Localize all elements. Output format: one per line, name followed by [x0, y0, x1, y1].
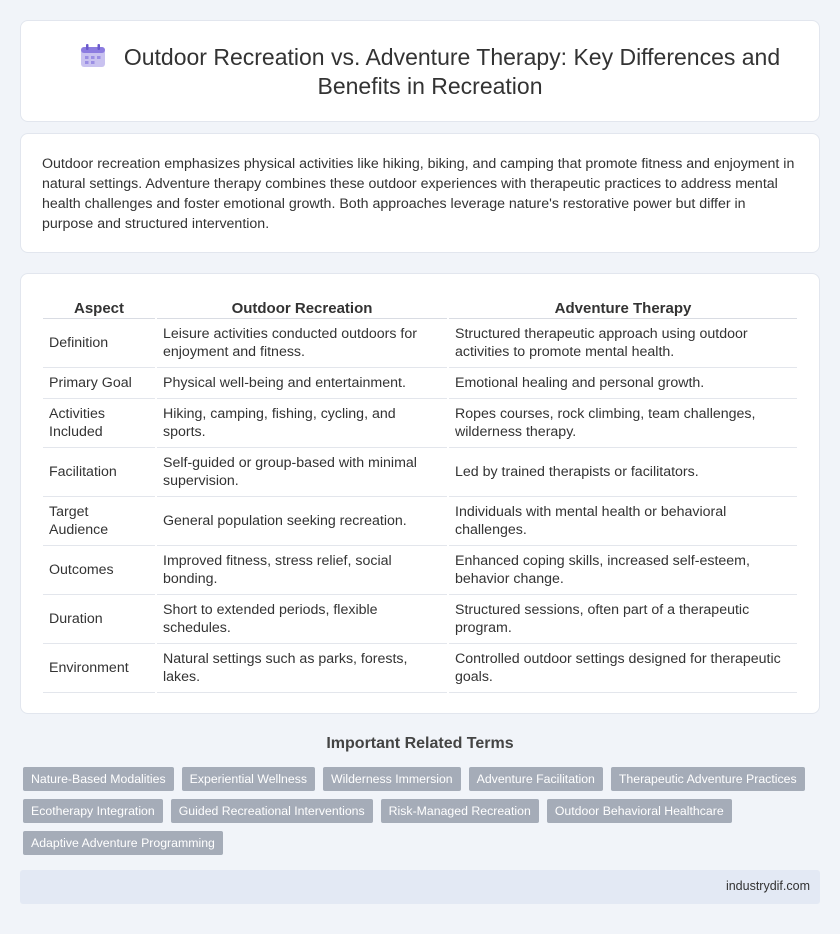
- page-title-text: Outdoor Recreation vs. Adventure Therapy: Key Differences and Benefits in Recreation: [123, 44, 781, 99]
- cell-outdoor-recreation: Physical well-being and entertainment.: [157, 368, 447, 399]
- header-adventure-therapy: Adventure Therapy: [449, 294, 797, 319]
- cell-outdoor-recreation: Natural settings such as parks, forests, lakes.: [157, 644, 447, 693]
- table-row: [43, 368, 797, 399]
- table-row: [43, 644, 797, 693]
- cell-adventure-therapy: Individuals with mental health or behavioral challenges.: [449, 497, 797, 546]
- cell-aspect: Definition: [43, 319, 155, 368]
- comparison-table: [41, 294, 799, 693]
- table-row: [43, 448, 797, 497]
- header-card: [20, 20, 820, 122]
- cell-adventure-therapy: Structured therapeutic approach using outdoor activities to promote mental health.: [449, 319, 797, 368]
- header-outdoor-recreation: Outdoor Recreation: [157, 294, 447, 319]
- intro-paragraph: Outdoor recreation emphasizes physical activities like hiking, biking, and camping that promote fitness and enjoyment in natural settings. Adventure therapy combines these outdoor experiences with therapeutic practices to address mental health challenges and foster emotional growth. Both approaches leverage nature's restorative power but differ in purpose and structured intervention.: [42, 156, 795, 232]
- cell-aspect: Target Audience: [43, 497, 155, 546]
- cell-aspect: Activities Included: [43, 399, 155, 448]
- calendar-icon: [80, 44, 106, 68]
- term-tag[interactable]: Risk-Managed Recreation: [381, 799, 539, 823]
- cell-aspect: Outcomes: [43, 546, 155, 595]
- cell-adventure-therapy: Structured sessions, often part of a therapeutic program.: [449, 595, 797, 644]
- header-aspect: Aspect: [43, 294, 155, 319]
- table-header-row: [43, 294, 797, 319]
- cell-adventure-therapy: Emotional healing and personal growth.: [449, 368, 797, 399]
- cell-outdoor-recreation: Hiking, camping, fishing, cycling, and sports.: [157, 399, 447, 448]
- related-terms-list: [23, 767, 813, 855]
- footer-site-link[interactable]: industrydif.com: [725, 879, 810, 893]
- cell-outdoor-recreation: Self-guided or group-based with minimal supervision.: [157, 448, 447, 497]
- cell-outdoor-recreation: Improved fitness, stress relief, social bonding.: [157, 546, 447, 595]
- cell-outdoor-recreation: Leisure activities conducted outdoors for enjoyment and fitness.: [157, 319, 447, 368]
- term-tag[interactable]: Wilderness Immersion: [323, 767, 461, 791]
- title-wrap: [61, 43, 799, 101]
- term-tag[interactable]: Therapeutic Adventure Practices: [611, 767, 805, 791]
- cell-aspect: Facilitation: [43, 448, 155, 497]
- footer: [20, 870, 820, 904]
- intro-card: [20, 133, 820, 253]
- comparison-card: [20, 273, 820, 714]
- related-terms-title: Important Related Terms: [326, 735, 514, 752]
- cell-adventure-therapy: Controlled outdoor settings designed for therapeutic goals.: [449, 644, 797, 693]
- cell-outdoor-recreation: General population seeking recreation.: [157, 497, 447, 546]
- term-tag[interactable]: Adventure Facilitation: [469, 767, 603, 791]
- cell-aspect: Primary Goal: [43, 368, 155, 399]
- cell-adventure-therapy: Ropes courses, rock climbing, team challenges, wilderness therapy.: [449, 399, 797, 448]
- cell-adventure-therapy: Led by trained therapists or facilitators.: [449, 448, 797, 497]
- term-tag[interactable]: Guided Recreational Interventions: [171, 799, 373, 823]
- term-tag[interactable]: Ecotherapy Integration: [23, 799, 163, 823]
- term-tag[interactable]: Outdoor Behavioral Healthcare: [547, 799, 732, 823]
- table-row: [43, 546, 797, 595]
- term-tag[interactable]: Experiential Wellness: [182, 767, 315, 791]
- term-tag[interactable]: Nature-Based Modalities: [23, 767, 174, 791]
- term-tag[interactable]: Adaptive Adventure Programming: [23, 831, 223, 855]
- table-row: [43, 595, 797, 644]
- page-title: [61, 43, 799, 101]
- table-row: [43, 319, 797, 368]
- cell-aspect: Duration: [43, 595, 155, 644]
- cell-aspect: Environment: [43, 644, 155, 693]
- cell-adventure-therapy: Enhanced coping skills, increased self-esteem, behavior change.: [449, 546, 797, 595]
- table-row: [43, 497, 797, 546]
- cell-outdoor-recreation: Short to extended periods, flexible schedules.: [157, 595, 447, 644]
- table-row: [43, 399, 797, 448]
